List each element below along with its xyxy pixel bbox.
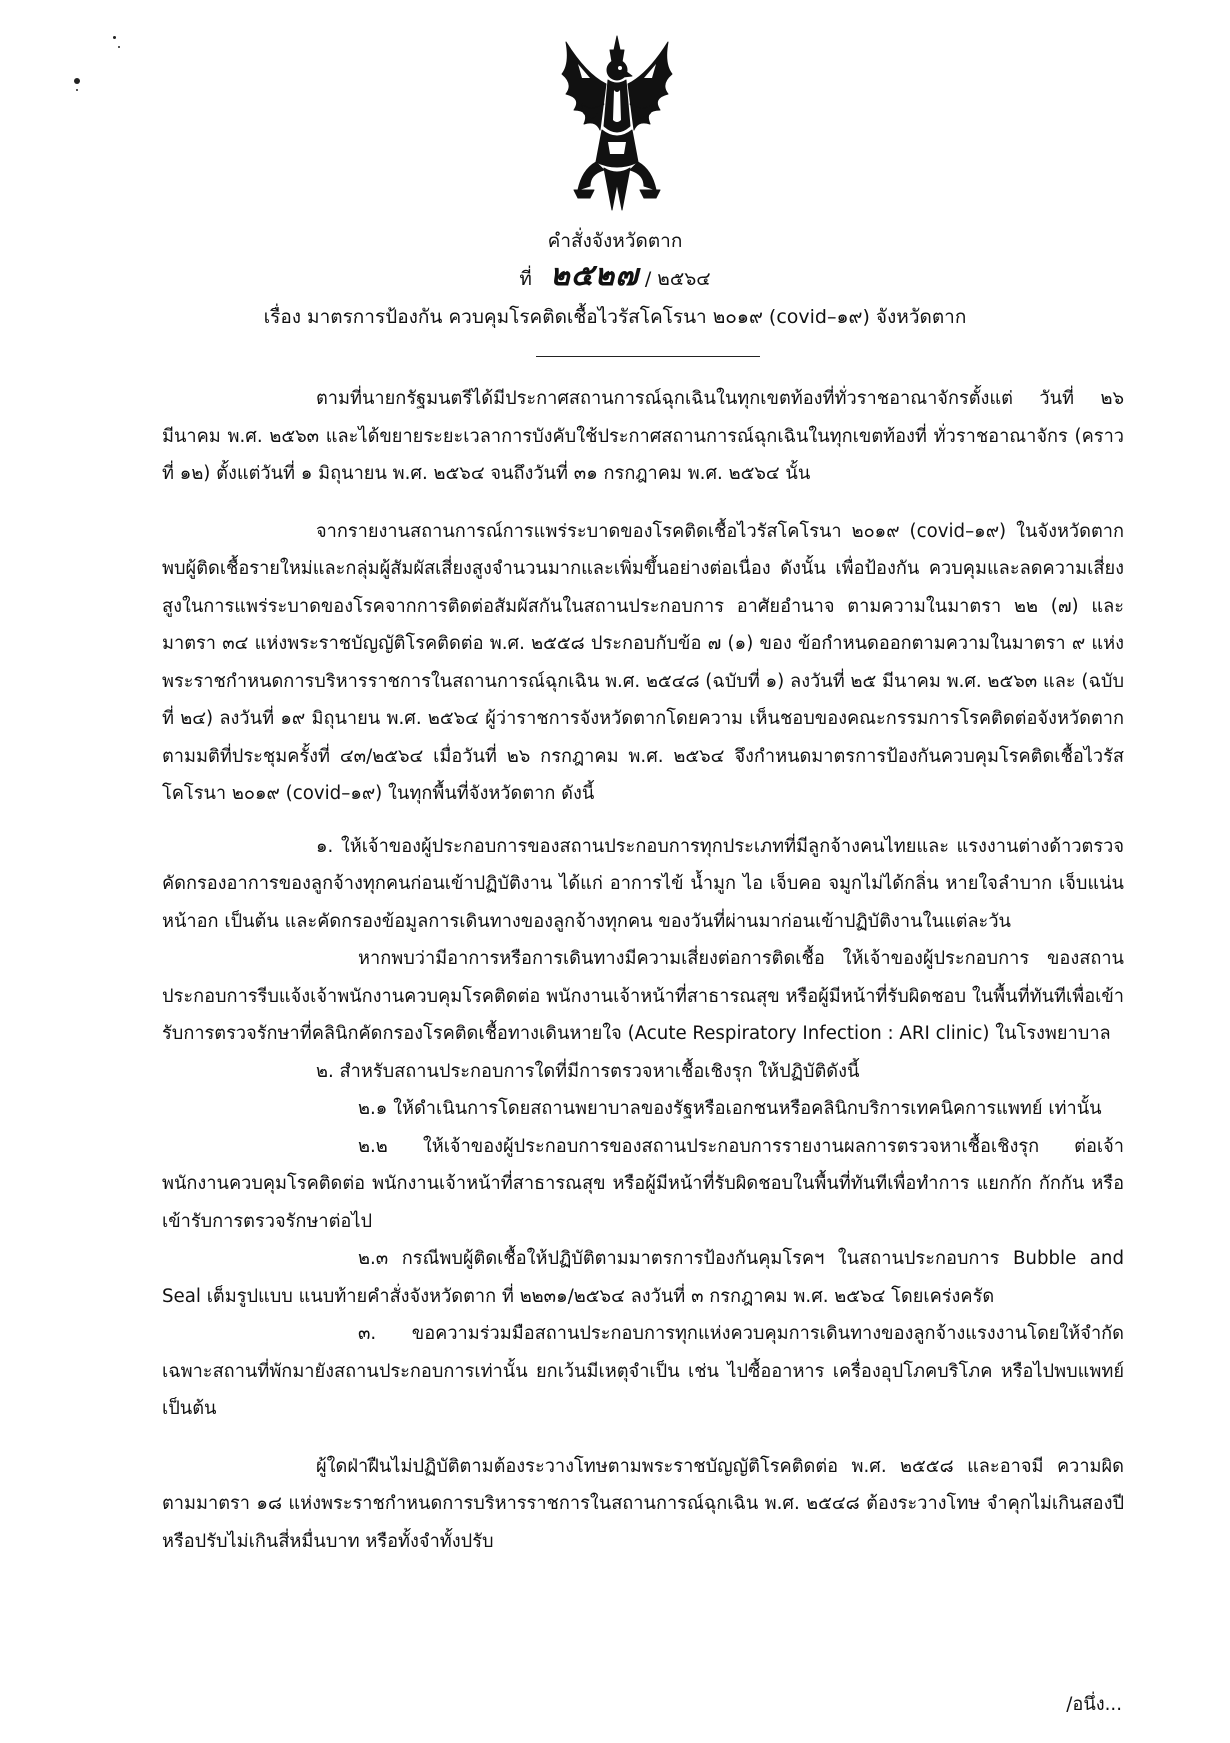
garuda-emblem-icon: [560, 34, 675, 222]
number-prefix: ที่: [519, 268, 532, 290]
measure-item-1-sub: หากพบว่ามีอาการหรือการเดินทางมีความเสี่ยงต่อการติดเชื้อ ให้เจ้าของผู้ประกอบการ ของสถานประกอบการรีบแจ้งเจ้าพนักงานควบคุมโรคติดต่อ พนักงานเจ้าหน้าที่สาธารณสุข หรือผู้มีหน้าที่รับผิดชอบ ในพื้นที่ทันทีเพื่อเข้ารับการตรวจรักษาที่คลินิกคัดกรองโรคติดเชื้อทางเดินหายใจ (Acute Respiratory Infection : ARI clinic) ในโรงพยาบาล: [162, 948, 1124, 1044]
measure-item-3: ๓. ขอความร่วมมือสถานประกอบการทุกแห่งควบคุมการเดินทางของลูกจ้างแรงงานโดยให้จำกัด เฉพาะสถานที่พักมายังสถานประกอบการเท่านั้น ยกเว้นมีเหตุจำเป็น เช่น ไปซื้ออาหาร เครื่องอุปโภคบริโภค หรือไปพบแพทย์ เป็นต้น: [162, 1323, 1124, 1419]
order-number: ๒๕๒๗: [549, 258, 639, 293]
measure-item-2-3: ๒.๓ กรณีพบผู้ติดเชื้อให้ปฏิบัติตามมาตรการป้องกันคุมโรคฯ ในสถานประกอบการ Bubble and Seal เต็มรูปแบบ แนบท้ายคำสั่งจังหวัดตาก ที่ ๒๒๓๑/๒๕๖๔ ลงวันที่ ๓ กรกฎาคม พ.ศ. ๒๕๖๔ โดยเคร่งครัด: [162, 1248, 1124, 1307]
continued-marker: /อนึ่ง...: [1066, 1694, 1122, 1715]
number-suffix: / ๒๕๖๔: [644, 268, 711, 290]
subject-line: เรื่อง มาตรการป้องกัน ควบคุมโรคติดเชื้อไวรัสโคโรนา ๒๐๑๙ (covid–๑๙) จังหวัดตาก: [263, 306, 967, 328]
document-body: [162, 380, 1124, 1560]
scan-speck: [113, 36, 116, 39]
scan-speck: [76, 89, 78, 91]
order-number-line: [0, 252, 1230, 299]
order-title: คำสั่งจังหวัดตาก: [547, 230, 683, 252]
divider: [536, 356, 760, 357]
scan-speck: [118, 46, 120, 48]
measure-item-2: ๒. สำหรับสถานประกอบการใดที่มีการตรวจหาเชื้อเชิงรุก ให้ปฏิบัติดังนี้: [316, 1060, 860, 1082]
paragraph-situation: จากรายงานสถานการณ์การแพร่ระบาดของโรคติดเชื้อไวรัสโคโรนา ๒๐๑๙ (covid–๑๙) ในจังหวัดตาก พบผู้ติดเชื้อรายใหม่และกลุ่มผู้สัมผัสเสี่ยงสูงจำนวนมากและเพิ่มขึ้นอย่างต่อเนื่อง ดังนั้น เพื่อป้องกัน ควบคุมและลดความเสี่ยงสูงในการแพร่ระบาดของโรคจากการติดต่อสัมผัสกันในสถานประกอบการ อาศัยอำนาจ ตามความในมาตรา ๒๒ (๗) และมาตรา ๓๔ แห่งพระราชบัญญัติโรคติดต่อ พ.ศ. ๒๕๕๘ ประกอบกับข้อ ๗ (๑) ของ ข้อกำหนดออกตามความในมาตรา ๙ แห่งพระราชกำหนดการบริหารราชการในสถานการณ์ฉุกเฉิน พ.ศ. ๒๕๔๘ (ฉบับที่ ๑) ลงวันที่ ๒๕ มีนาคม พ.ศ. ๒๕๖๓ และ (ฉบับที่ ๒๔) ลงวันที่ ๑๙ มิถุนายน พ.ศ. ๒๕๖๔ ผู้ว่าราชการจังหวัดตากโดยความ เห็นชอบของคณะกรรมการโรคติดต่อจังหวัดตาก ตามมติที่ประชุมครั้งที่ ๔๓/๒๕๖๔ เมื่อวันที่ ๒๖ กรกฎาคม พ.ศ. ๒๕๖๔ จึงกำหนดมาตรการป้องกันควบคุมโรคติดเชื้อไวรัสโคโรนา ๒๐๑๙ (covid–๑๙) ในทุกพื้นที่จังหวัดตาก ดังนี้: [162, 520, 1124, 804]
penalty-paragraph: ผู้ใดฝ่าฝืนไม่ปฏิบัติตามต้องระวางโทษตามพระราชบัญญัติโรคติดต่อ พ.ศ. ๒๕๕๘ และอาจมี ความผิดตามมาตรา ๑๘ แห่งพระราชกำหนดการบริหารราชการในสถานการณ์ฉุกเฉิน พ.ศ. ๒๕๔๘ ต้องระวางโทษ จำคุกไม่เกินสองปี หรือปรับไม่เกินสี่หมื่นบาท หรือทั้งจำทั้งปรับ: [162, 1455, 1124, 1552]
measure-item-1: ๑. ให้เจ้าของผู้ประกอบการของสถานประกอบการทุกประเภทที่มีลูกจ้างคนไทยและ แรงงานต่างด้าวตรวจคัดกรองอาการของลูกจ้างทุกคนก่อนเข้าปฏิบัติงาน ได้แก่ อาการไข้ น้ำมูก ไอ เจ็บคอ จมูกไม่ได้กลิ่น หายใจลำบาก เจ็บแน่นหน้าอก เป็นต้น และคัดกรองข้อมูลการเดินทางของลูกจ้างทุกคน ของวันที่ผ่านมาก่อนเข้าปฏิบัติงานในแต่ละวัน: [162, 835, 1124, 932]
scan-speck: [74, 78, 80, 84]
measure-item-2-2: ๒.๒ ให้เจ้าของผู้ประกอบการของสถานประกอบการรายงานผลการตรวจหาเชื้อเชิงรุก ต่อเจ้าพนักงานควบคุมโรคติดต่อ พนักงานเจ้าหน้าที่สาธารณสุข หรือผู้มีหน้าที่รับผิดชอบในพื้นที่ทันทีเพื่อทำการ แยกกัก กักกัน หรือเข้ารับการตรวจรักษาต่อไป: [162, 1135, 1124, 1232]
paragraph-background: ตามที่นายกรัฐมนตรีได้มีประกาศสถานการณ์ฉุกเฉินในทุกเขตท้องที่ทั่วราชอาณาจักรตั้งแต่ วันที่ ๒๖ มีนาคม พ.ศ. ๒๕๖๓ และได้ขยายระยะเวลาการบังคับใช้ประกาศสถานการณ์ฉุกเฉินในทุกเขตท้องที่ ทั่วราชอาณาจักร (คราวที่ ๑๒) ตั้งแต่วันที่ ๑ มิถุนายน พ.ศ. ๒๕๖๔ จนถึงวันที่ ๓๑ กรกฎาคม พ.ศ. ๒๕๖๔ นั้น: [162, 388, 1124, 484]
measure-item-2-1: ๒.๑ ให้ดำเนินการโดยสถานพยาบาลของรัฐหรือเอกชนหรือคลินิกบริการเทคนิคการแพทย์ เท่านั้น: [358, 1098, 1102, 1119]
